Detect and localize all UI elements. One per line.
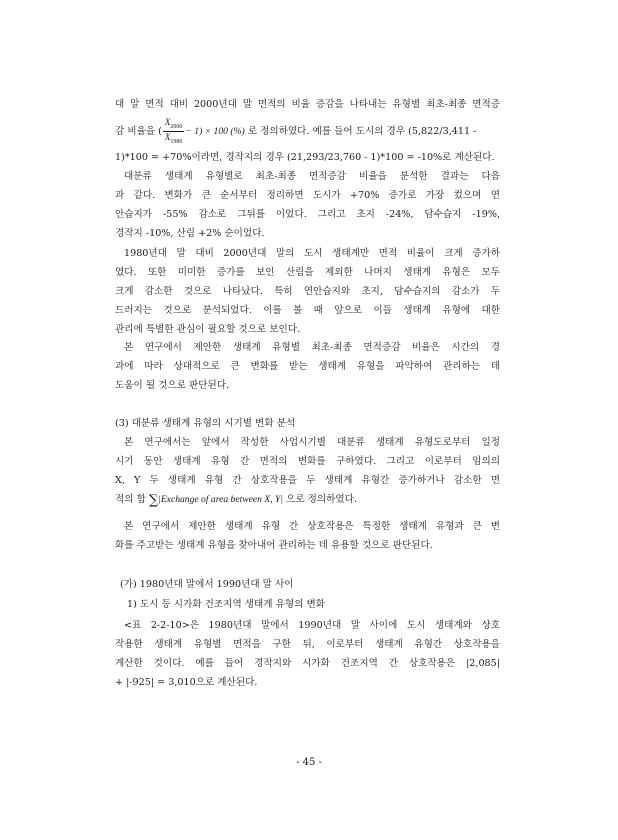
para4-line2: 과에 따라 상대적으로 큰 변화를 받는 생태계 유형을 파악하여 관리하는 데 — [115, 361, 500, 372]
frac-num-sub: 2000 — [170, 123, 183, 130]
para5-line3: X, Y 두 생태계 유형 간 상호작용을 두 생태계 유형간 증가하거나 감소한 면 — [115, 475, 500, 486]
para7-line1: <표 2-2-10>은 1980년대 말에서 1990년대 말 사이에 도시 생태계와 상호 — [124, 620, 500, 631]
para3-line5: 관리에 특별한 관심이 필요할 것으로 보인다. — [115, 324, 301, 335]
para3-line2: 였다. 또한 미미한 증가를 보인 산림을 제외한 나머지 생태계 유형은 모두 — [115, 267, 500, 278]
exchange-expression: |Exchange of area between X, Y| — [158, 494, 283, 505]
section-heading: (3) 대분류 생태계 유형의 시기별 변화 분석 — [115, 418, 296, 429]
para6-line2: 화를 주고받는 생태계 유형을 찾아내어 관리하는 데 유용할 것으로 판단된다. — [115, 540, 433, 551]
page-number: - 45 - — [296, 757, 322, 768]
frac-den: X — [164, 131, 171, 142]
para2-line1: 대분류 생태계 유형별로 최초-최종 면적증감 비율을 분석한 결과는 다음 — [124, 171, 500, 182]
para1-line2-suffix: 로 정의하였다. 예를 들어 도시의 경우 (5,822/3,411 - — [244, 125, 477, 137]
para7-line3: 계산한 것이다. 예를 들어 경작지와 시가화 건조지역 간 상호작용은 |2,085| — [115, 658, 500, 669]
para2-line3: 안습지가 -55% 감소로 그뒤를 이었다. 그리고 초지 -24%, 담수습지 -19%, — [115, 209, 500, 220]
para3-line4: 드러지는 것으로 분석되었다. 이를 볼 때 앞으로 이들 생태계 유형에 대한 — [115, 305, 500, 316]
para5-line1: 본 연구에서는 앞에서 작성한 사업시기별 대분류 생태계 유형도로부터 일정 — [124, 437, 500, 448]
para4-line1: 본 연구에서 제안한 생태계 유형별 최초-최종 면적증감 비율은 시간의 경 — [124, 342, 500, 353]
para1-line2-prefix: 감 비율을 ( — [115, 125, 162, 137]
para7-line2: 작용한 생태계 유형별 면적을 구한 뒤, 이로부터 생태계 유형간 상호작용을 — [115, 639, 500, 650]
para1-line2 — [115, 118, 500, 145]
subsubsection-heading: 1) 도시 등 시가화 건조지역 생태계 유형의 변화 — [127, 599, 326, 610]
para1-line3: 1)*100 = +70%이라면, 경작지의 경우 (21,293/23,760 - 1)*100 = -10%로 계산된다. — [115, 152, 495, 163]
summation-symbol: ∑ — [148, 493, 159, 508]
para2-line4: 경작지 -10%, 산림 +2% 순이었다. — [115, 228, 265, 239]
para7-line4: + |-925| = 3,010으로 계산된다. — [115, 677, 258, 688]
subsection-heading: (가) 1980년대 말에서 1990년대 말 사이 — [120, 579, 294, 590]
formula-tail: − 1) × 100 (%) — [185, 125, 245, 137]
frac-den-sub: 1980 — [170, 138, 183, 145]
para5-line4-prefix: 적의 합 — [115, 494, 149, 505]
para2-line2: 과 같다. 변화가 큰 순서부터 정리하면 도시가 +70% 증가로 가장 컸으며 연 — [115, 190, 500, 201]
para5-line4-suffix: 으로 정의하였다. — [283, 494, 358, 505]
para5-line2: 시기 동안 생태계 유형 간 면적의 변화를 구하였다. 그리고 이로부터 임의의 — [115, 456, 500, 467]
para1-line1: 대 말 면적 대비 2000년대 말 면적의 비율 증감을 나타내는 유형별 최초-최종 면적증 — [115, 99, 500, 110]
para6-line1: 본 연구에서 제안한 생태계 유형 간 상호작용은 특정한 생태계 유형과 큰 변 — [124, 521, 500, 532]
para3-line1: 1980년대 말 대비 2000년대 말의 도시 생태계만 면적 비율이 크게 증가하 — [124, 248, 500, 259]
frac-num: X — [164, 117, 171, 127]
para3-line3: 크게 감소한 것으로 나타났다. 특히 연안습지와 초지, 담수습지의 감소가 두 — [115, 286, 500, 297]
ratio-fraction — [163, 118, 185, 145]
para4-line3: 도움이 될 것으로 판단된다. — [115, 380, 230, 391]
para5-line4 — [115, 494, 500, 507]
